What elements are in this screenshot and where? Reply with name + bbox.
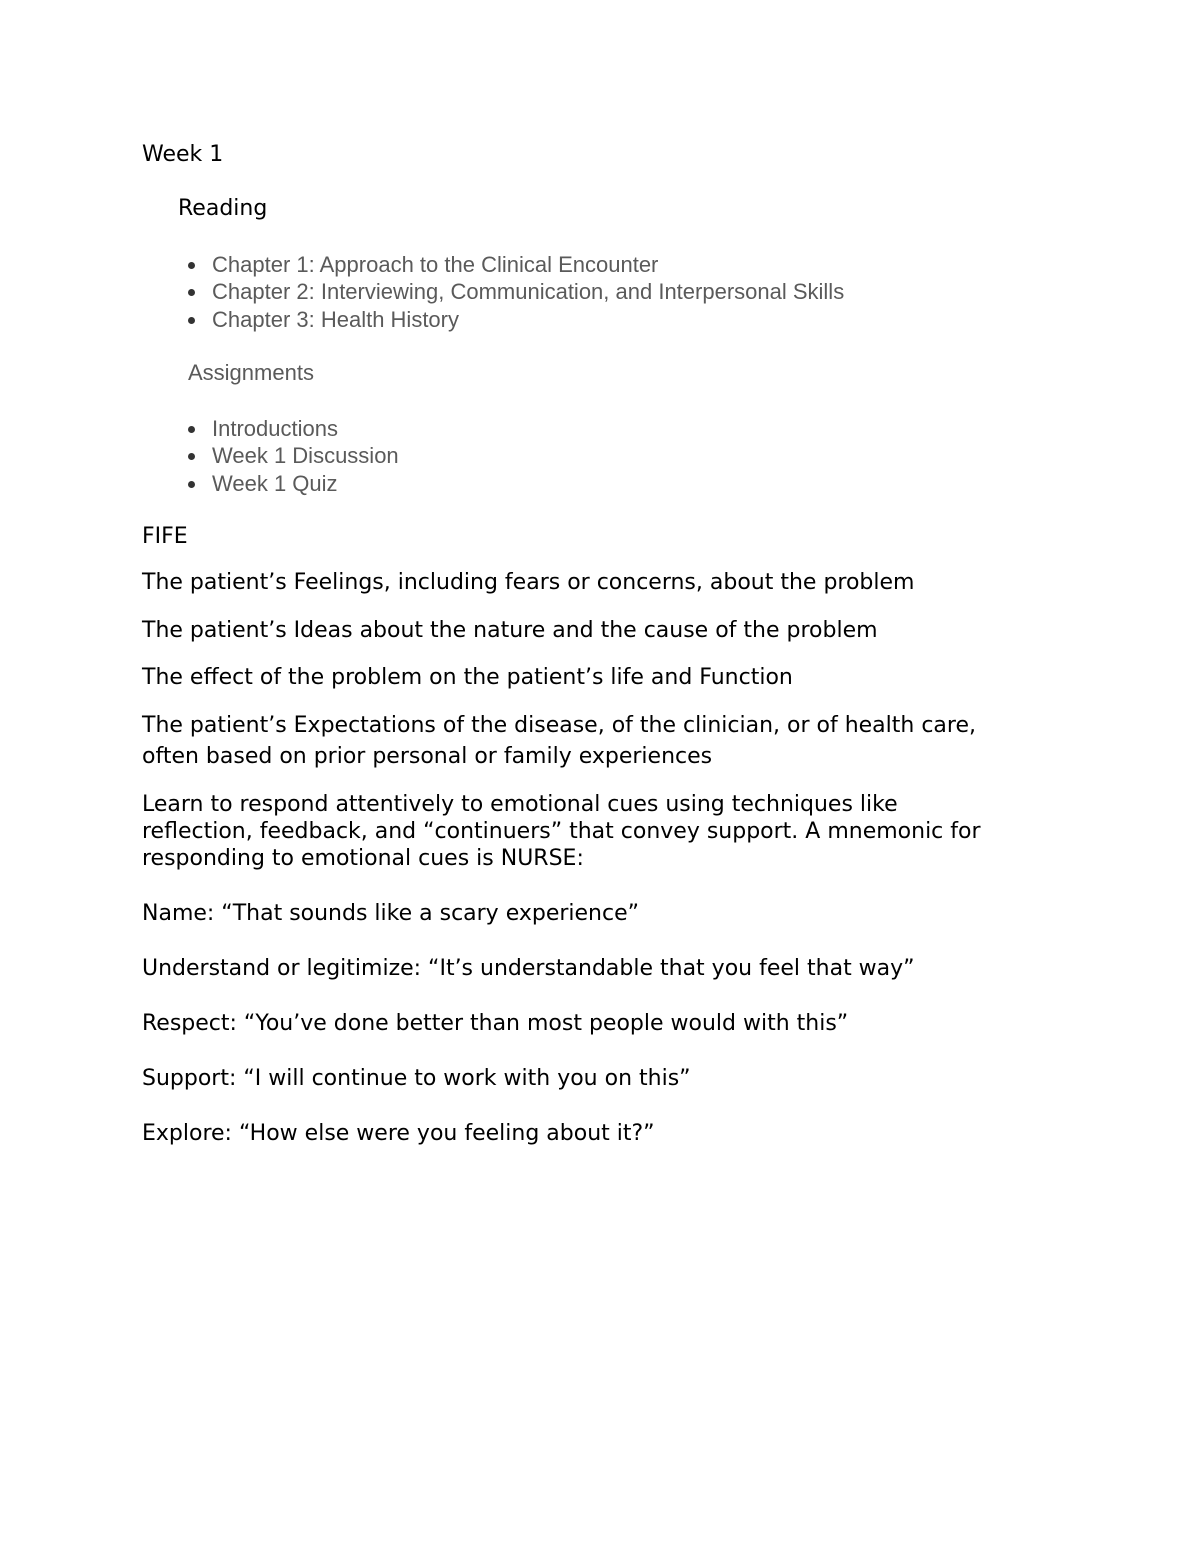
- nurse-intro-line: Learn to respond attentively to emotional cues using techniques like: [142, 792, 898, 817]
- nurse-intro-line: responding to emotional cues is NURSE:: [142, 846, 584, 871]
- week-heading: Week 1: [142, 142, 224, 167]
- nurse-intro-line: reflection, feedback, and “continuers” that convey support. A mnemonic for: [142, 819, 981, 844]
- nurse-item-explore: Explore: “How else were you feeling about it?”: [142, 1121, 655, 1146]
- nurse-item-name: Name: “That sounds like a scary experience”: [142, 901, 640, 926]
- nurse-item-support: Support: “I will continue to work with you on this”: [142, 1066, 691, 1091]
- fife-heading: FIFE: [142, 524, 188, 549]
- assignments-list: [0, 415, 399, 497]
- nurse-item-understand: Understand or legitimize: “It’s understandable that you feel that way”: [142, 956, 915, 981]
- fife-line: The effect of the problem on the patient’s life and Function: [142, 665, 793, 690]
- list-item: Chapter 1: Approach to the Clinical Encounter: [0, 251, 844, 278]
- list-item: Chapter 2: Interviewing, Communication, and Interpersonal Skills: [0, 278, 844, 305]
- list-item: Week 1 Quiz: [0, 470, 399, 497]
- list-item: Chapter 3: Health History: [0, 306, 844, 333]
- fife-line: The patient’s Feelings, including fears or concerns, about the problem: [142, 570, 915, 595]
- fife-line: The patient’s Ideas about the nature and the cause of the problem: [142, 618, 878, 643]
- nurse-item-respect: Respect: “You’ve done better than most people would with this”: [142, 1011, 849, 1036]
- list-item: Week 1 Discussion: [0, 442, 399, 469]
- assignments-heading: Assignments: [188, 360, 314, 385]
- fife-line: The patient’s Expectations of the disease, of the clinician, or of health care,: [142, 713, 976, 738]
- reading-heading: Reading: [178, 196, 268, 221]
- reading-list: [0, 251, 844, 333]
- fife-line: often based on prior personal or family experiences: [142, 744, 713, 769]
- list-item: Introductions: [0, 415, 399, 442]
